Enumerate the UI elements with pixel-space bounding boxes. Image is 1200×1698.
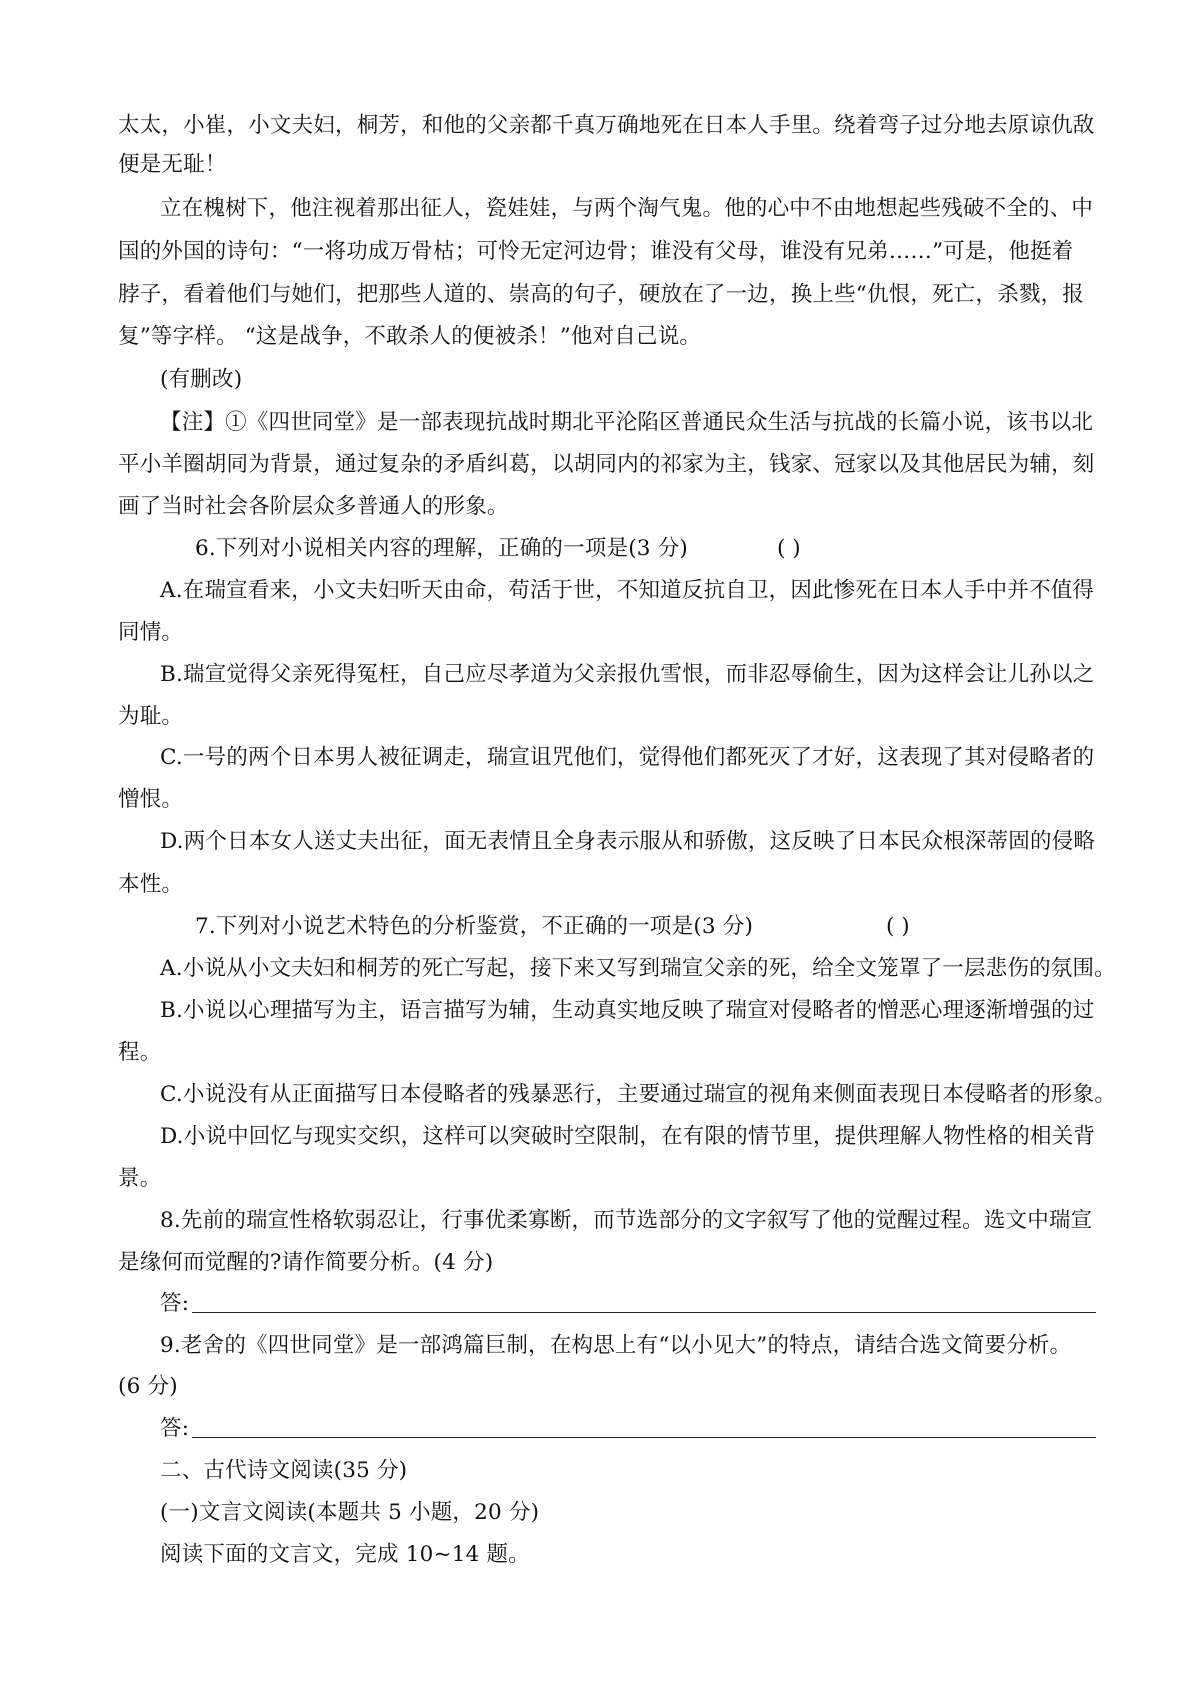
passage-line-3: 立在槐树下，他注视着那出征人，瓷娃娃，与两个淘气鬼。他的心中不由地想起些残破不全的、中 xyxy=(160,196,1094,221)
q6-option-b-line-2: 为耻。 xyxy=(118,704,184,729)
passage-line-4: 国的外国的诗句：“一将功成万骨枯；可怜无定河边骨；谁没有父母，谁没有兄弟……”可是，他挺着 xyxy=(118,239,1074,264)
note-line-2: 平小羊圈胡同为背景，通过复杂的矛盾纠葛，以胡同内的祁家为主，钱家、冠家以及其他居民为辅，刻 xyxy=(118,452,1095,477)
q7-option-d-line-1: D.小说中回忆与现实交织，这样可以突破时空限制，在有限的情节里，提供理解人物性格的相关背 xyxy=(160,1124,1096,1149)
q6-option-a-line-2: 同情。 xyxy=(118,620,184,645)
passage-line-2: 便是无耻！ xyxy=(118,152,227,177)
q7-stem: 7.下列对小说艺术特色的分析鉴赏，不正确的一项是(3 分) xyxy=(195,914,754,939)
section-2-title: 二、古代诗文阅读(35 分) xyxy=(160,1458,408,1483)
q6-option-c-line-2: 憎恨。 xyxy=(118,787,184,812)
q7-option-b-line-1: B.小说以心理描写为主，语言描写为辅，生动真实地反映了瑞宣对侵略者的憎恶心理逐渐增强的过 xyxy=(160,998,1095,1023)
passage-line-6: 复”等字样。 “这是战争，不敢杀人的便被杀！”他对自己说。 xyxy=(118,324,702,349)
note-line-1: 【注】①《四世同堂》是一部表现抗战时期北平沦陷区普通民众生活与抗战的长篇小说，该书以北 xyxy=(160,410,1094,435)
q9-answer-line[interactable] xyxy=(192,1437,1096,1438)
q6-option-b-line-1: B.瑞宣觉得父亲死得冤枉，自己应尽孝道为父亲报仇雪恨，而非忍辱偷生，因为这样会让儿孙以之 xyxy=(160,662,1095,687)
edited-note: (有删改) xyxy=(160,367,243,392)
passage-line-1: 太太，小崔，小文夫妇，桐芳，和他的父亲都千真万确地死在日本人手里。绕着弯子过分地去原谅仇敌 xyxy=(118,113,1095,138)
q6-option-c-line-1: C.一号的两个日本男人被征调走，瑞宣诅咒他们，觉得他们都死灭了才好，这表现了其对侵略者的 xyxy=(160,745,1095,770)
q6-stem: 6.下列对小说相关内容的理解，正确的一项是(3 分) xyxy=(195,536,689,561)
q9-line-2: (6 分) xyxy=(118,1374,178,1399)
q6-option-a-line-1: A.在瑞宣看来，小文夫妇听天由命，苟活于世，不知道反抗自卫，因此惨死在日本人手中并不值得 xyxy=(160,578,1095,603)
section-2-instruction: 阅读下面的文言文，完成 10~14 题。 xyxy=(160,1542,530,1567)
q9-answer-label: 答: xyxy=(160,1416,190,1441)
q7-option-a: A.小说从小文夫妇和桐芳的死亡写起，接下来又写到瑞宣父亲的死，给全文笼罩了一层悲伤的氛围。 xyxy=(160,956,1116,981)
q7-option-d-line-2: 景。 xyxy=(118,1166,162,1191)
passage-line-5: 脖子，看着他们与她们，把那些人道的、崇高的句子，硬放在了一边，换上些“仇恨，死亡，杀戮，报 xyxy=(118,282,1084,307)
q8-answer-line[interactable] xyxy=(192,1312,1096,1313)
q6-option-d-line-2: 本性。 xyxy=(118,872,184,897)
q6-answer-paren[interactable]: ( ) xyxy=(777,536,801,561)
q8-answer-label: 答: xyxy=(160,1291,190,1316)
note-line-3: 画了当时社会各阶层众多普通人的形象。 xyxy=(118,494,509,519)
q8-line-1: 8.先前的瑞宣性格软弱忍让，行事优柔寡断，而节选部分的文字叙写了他的觉醒过程。选文中瑞宣 xyxy=(160,1208,1093,1233)
section-2-subtitle: (一)文言文阅读(本题共 5 小题，20 分) xyxy=(160,1500,540,1525)
q6-option-d-line-1: D.两个日本女人送丈夫出征，面无表情且全身表示服从和骄傲，这反映了日本民众根深蒂固的侵略 xyxy=(160,829,1096,854)
q7-option-c: C.小说没有从正面描写日本侵略者的残暴恶行，主要通过瑞宣的视角来侧面表现日本侵略者的形象。 xyxy=(160,1082,1117,1107)
q7-option-b-line-2: 程。 xyxy=(118,1040,162,1065)
q7-answer-paren[interactable]: ( ) xyxy=(886,914,910,939)
q8-line-2: 是缘何而觉醒的?请作简要分析。(4 分) xyxy=(118,1250,494,1275)
q9-line-1: 9.老舍的《四世同堂》是一部鸿篇巨制，在构思上有“以小见大”的特点，请结合选文简要分析。 xyxy=(160,1333,1072,1358)
